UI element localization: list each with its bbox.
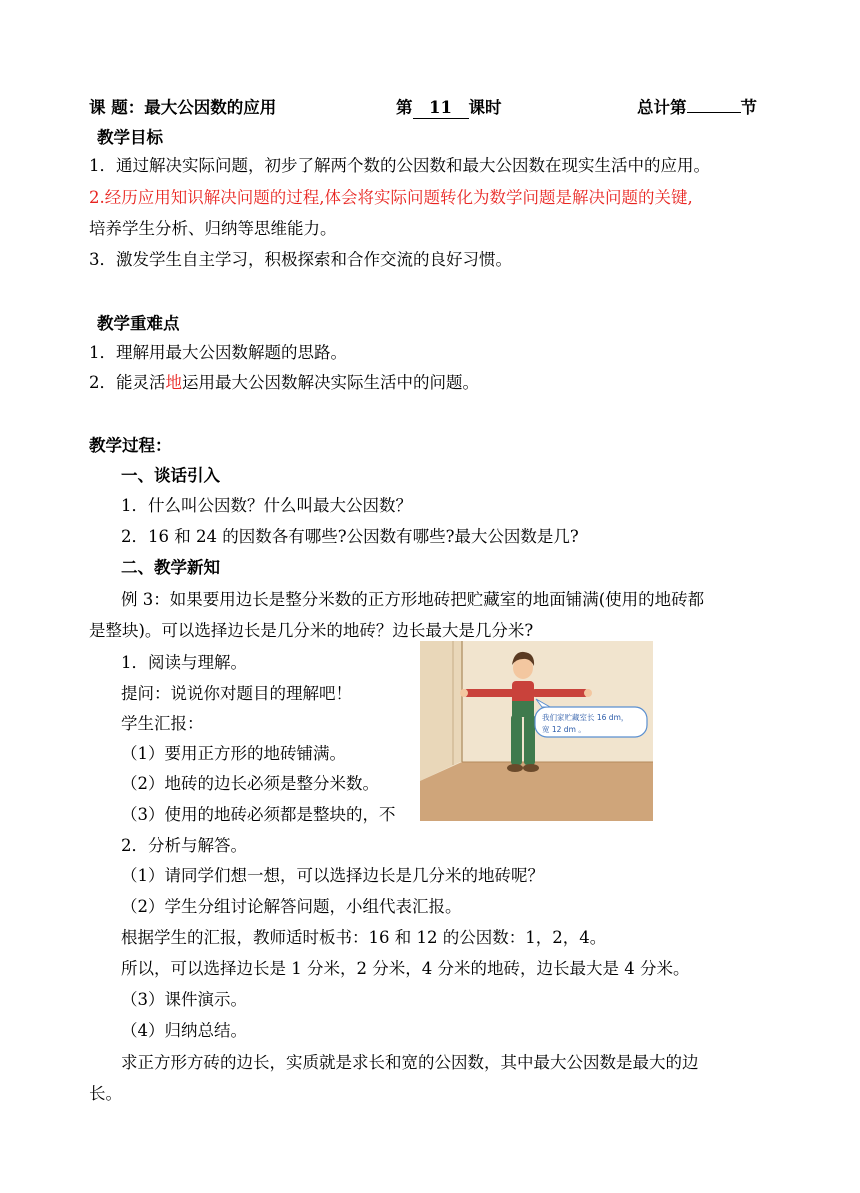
objective-2-line-2: 培养学生分析、归纳等思维能力。 <box>89 219 337 238</box>
bubble-line-2: 宽 12 dm 。 <box>542 725 586 734</box>
section-1-title: 一、谈话引入 <box>121 466 220 485</box>
bubble-line-1: 我们家贮藏室长 16 dm， <box>542 713 629 722</box>
step-2-item-1: （1）请同学们想一想，可以选择边长是几分米的地砖呢？ <box>121 866 544 885</box>
section-1-question-1: 1．什么叫公因数？什么叫最大公因数？ <box>121 496 412 515</box>
step-2-item-4: （4）归纳总结。 <box>121 1021 247 1040</box>
topic-line <box>89 98 276 118</box>
key-point-1: 1．理解用最大公因数解题的思路。 <box>89 343 347 362</box>
step-2-board: 根据学生的汇报，教师适时板书：16 和 12 的公因数：1，2，4。 <box>121 928 607 947</box>
key-point-2-red: 地 <box>165 373 182 392</box>
step-1-reply-3: （3）使用的地砖必须都是整块的，不 <box>121 805 396 824</box>
example-line-1: 例 3：如果要用边长是整分米数的正方形地砖把贮藏室的地面铺满(使用的地砖都 <box>121 590 705 609</box>
boy-illustration-svg <box>420 641 653 821</box>
lesson-prefix: 第 <box>396 98 413 117</box>
step-2-item-2: （2）学生分组讨论解答问题，小组代表汇报。 <box>121 897 462 916</box>
step-2-item-3: （3）课件演示。 <box>121 990 247 1009</box>
topic-title: 最大公因数的应用 <box>144 98 277 117</box>
example-line-2: 是整块)。可以选择边长是几分米的地砖？边长最大是几分米? <box>89 621 534 640</box>
step-1-ask: 提问：说说你对题目的理解吧！ <box>121 684 352 703</box>
total-number <box>687 112 741 113</box>
objective-2-line-1: 2.经历应用知识解决问题的过程,体会将实际问题转化为数学问题是解决问题的关键, <box>89 188 693 207</box>
key-point-2 <box>89 373 479 393</box>
section-2-title: 二、教学新知 <box>121 558 220 577</box>
objective-1: 1．通过解决实际问题，初步了解两个数的公因数和最大公因数在现实生活中的应用。 <box>89 156 710 175</box>
storage-room-illustration <box>420 641 653 821</box>
objective-3: 3．激发学生自主学习，积极探索和合作交流的良好习惯。 <box>89 250 512 269</box>
summary-line-2: 长。 <box>89 1084 122 1103</box>
summary-line-1: 求正方形方砖的边长，实质就是求长和宽的公因数，其中最大公因数是最大的边 <box>121 1053 699 1072</box>
objectives-heading: 教学目标 <box>97 128 163 147</box>
key-points-heading: 教学重难点 <box>97 314 180 333</box>
lesson-suffix: 课时 <box>468 98 502 117</box>
section-1-question-2: 2．16 和 24 的因数各有哪些?公因数有哪些?最大公因数是几? <box>121 527 579 546</box>
total-count-line <box>637 98 757 118</box>
key-point-2-b: 运用最大公因数解决实际生活中的问题。 <box>182 373 479 392</box>
process-heading: 教学过程： <box>89 436 172 455</box>
step-1-title: 1．阅读与理解。 <box>121 653 247 672</box>
topic-prefix: 课 题： <box>89 98 145 117</box>
key-point-2-a: 2．能灵活 <box>89 373 166 392</box>
total-prefix: 总计第 <box>637 98 687 117</box>
step-1-report: 学生汇报： <box>121 714 204 733</box>
total-suffix: 节 <box>740 98 757 117</box>
step-2-title: 2．分析与解答。 <box>121 836 247 855</box>
lesson-number: 11 <box>413 98 469 119</box>
step-1-reply-2: （2）地砖的边长必须是整分米数。 <box>121 774 379 793</box>
step-1-reply-1: （1）要用正方形的地砖铺满。 <box>121 744 346 763</box>
step-2-conclusion: 所以，可以选择边长是 1 分米，2 分米，4 分米的地砖，边长最大是 4 分米。 <box>121 959 690 978</box>
lesson-number-line <box>396 98 502 119</box>
